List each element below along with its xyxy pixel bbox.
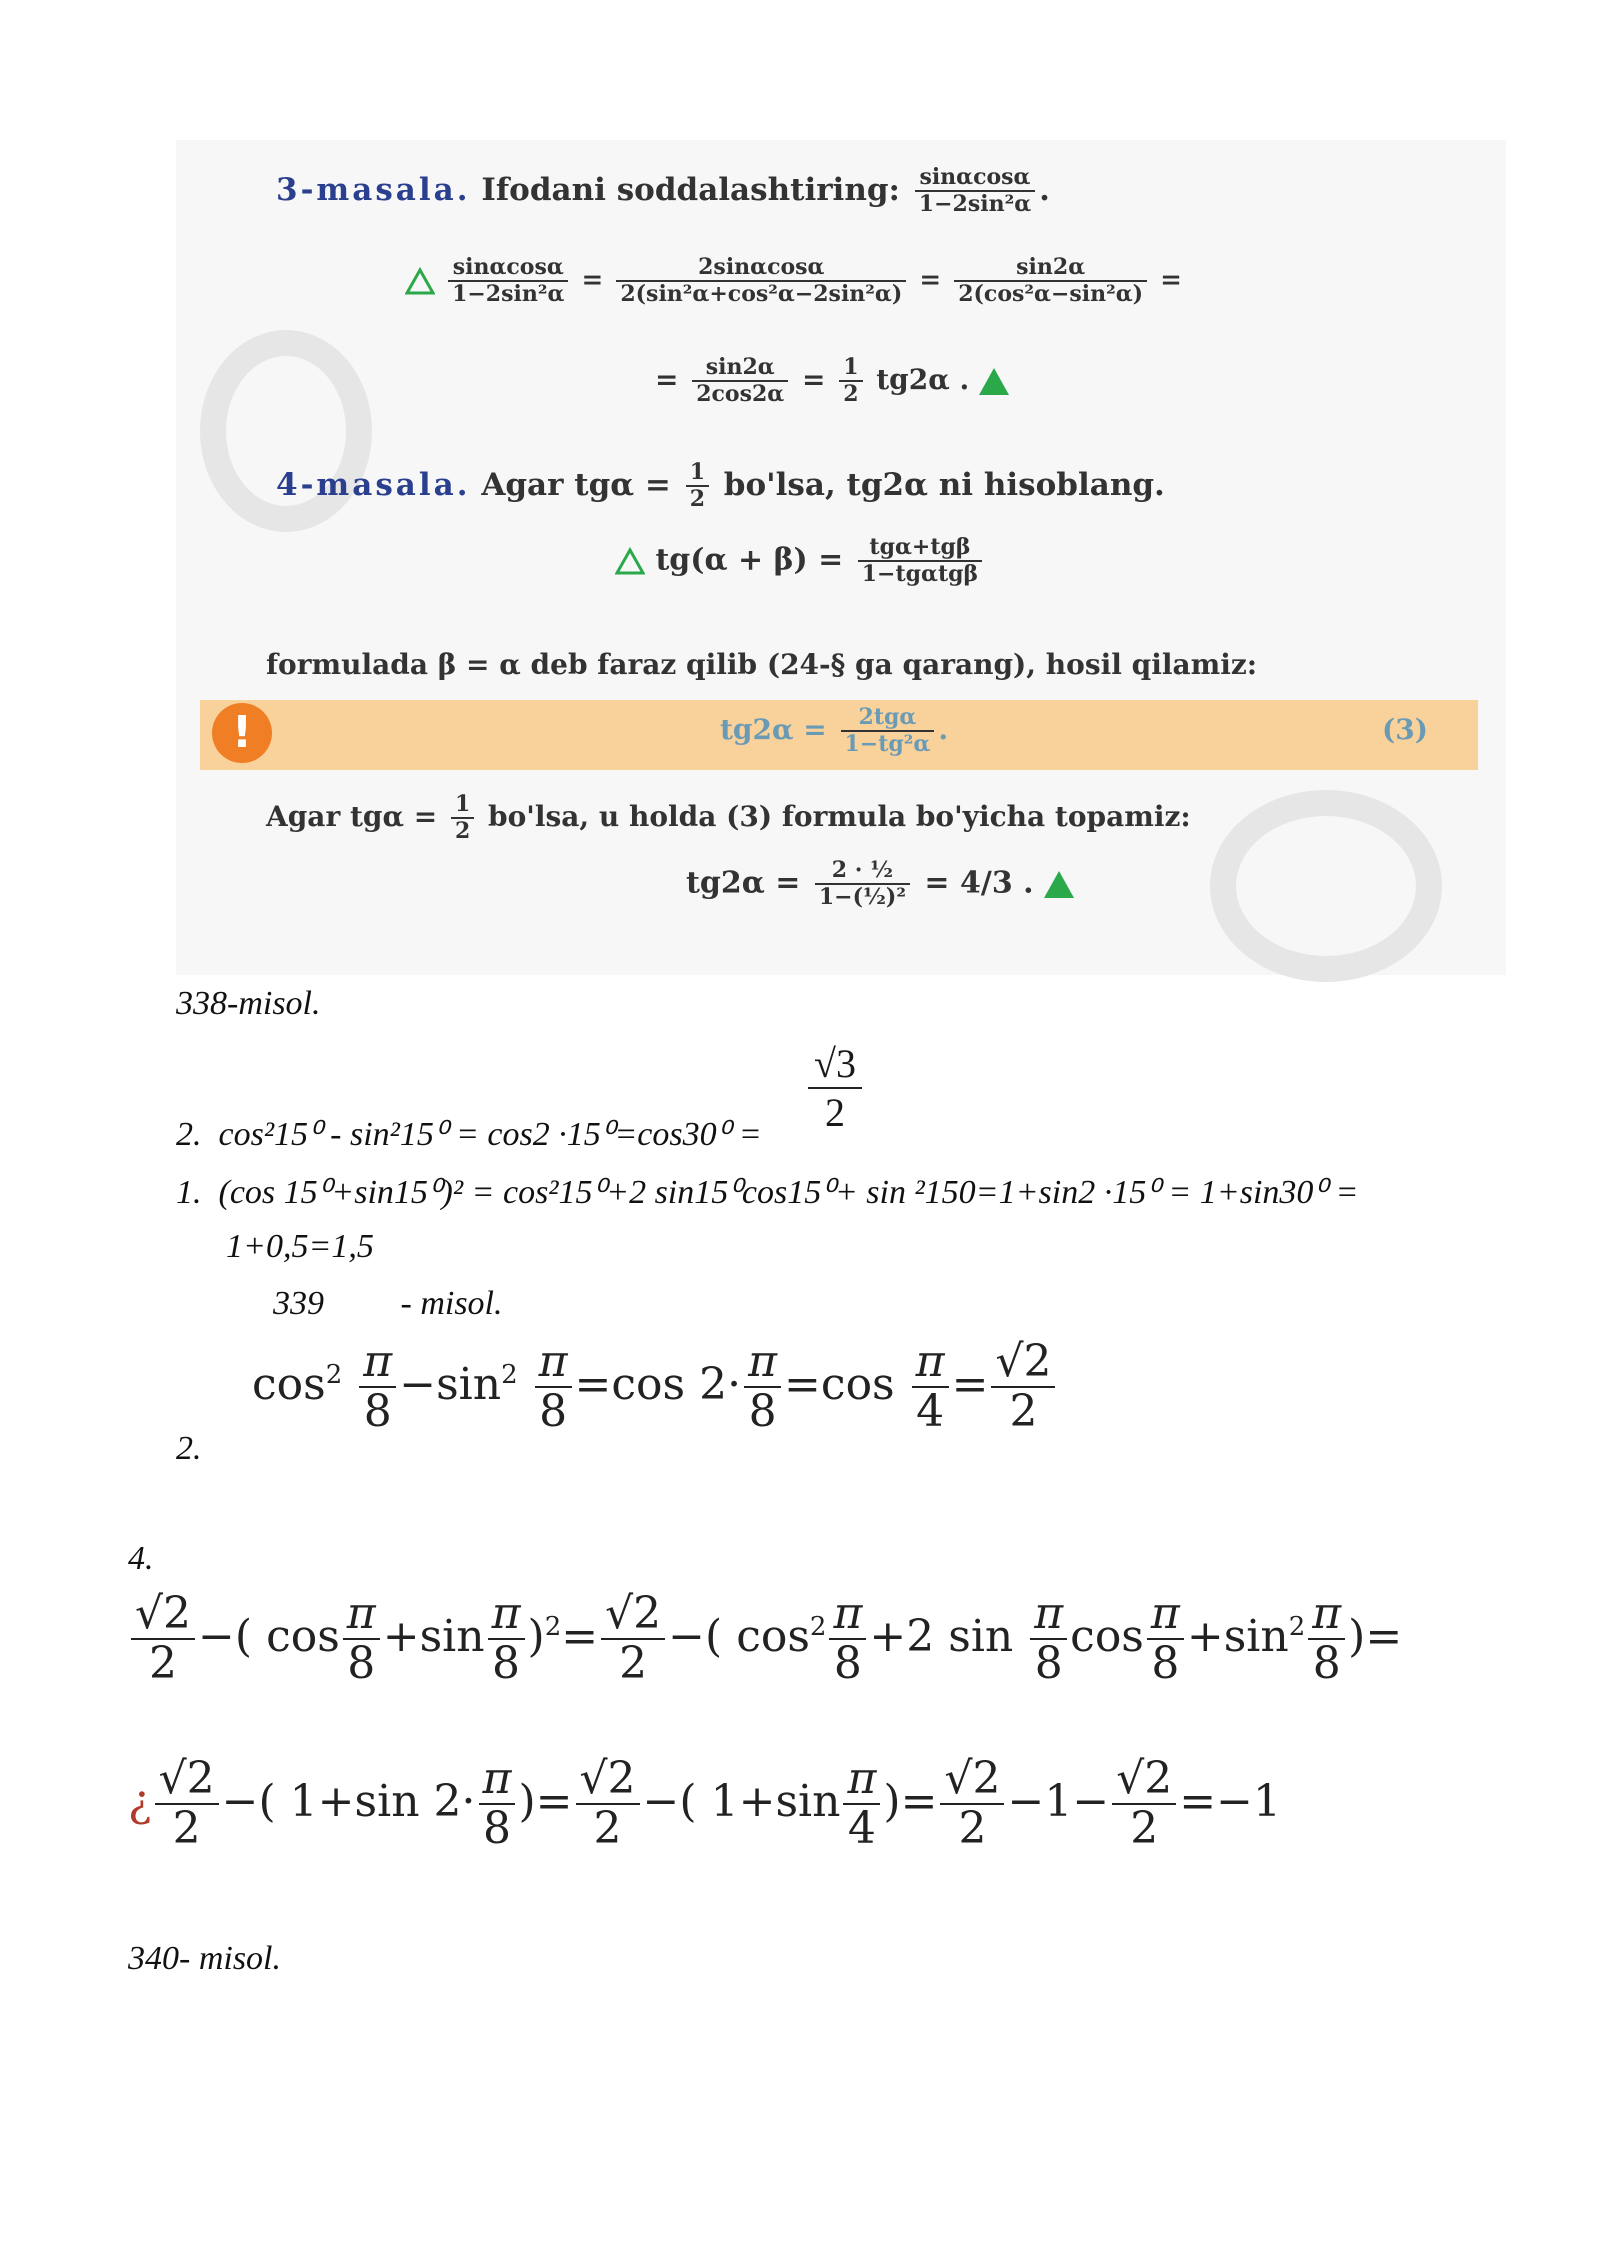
start-triangle-icon bbox=[405, 267, 435, 295]
double-angle-formula: tg2α = $\frac{\text{2tgα}}{\text{1−tg²α}}$ . bbox=[720, 704, 949, 758]
exercise-338-label: 338-misol. bbox=[176, 985, 321, 1022]
problem-4-note: formulada β = α deb faraz qilib (24-§ ga qarang), hosil qilamiz: bbox=[266, 648, 1258, 681]
exercise-338-item-1: 1. (cos 15⁰+sin15⁰)² = cos²15⁰+2 sin15⁰cos15⁰+ sin ²150=1+sin2 ·15⁰ = 1+sin30⁰ = bbox=[176, 1174, 1359, 1211]
formula-tag: (3) bbox=[1382, 713, 1428, 746]
item-4-equation-line-2: ¿ $\frac{√2}{2}$ −( 1+sin 2· $\frac{\pi}{8}$ )= $\frac{√2}{2}$ −( 1+sin $\frac{\pi}{4}$ )= $\frac{√2}{2}$ −1− $\frac{√2}{2}$ =−1 bbox=[128, 1753, 1281, 1855]
exercise-338-item-2: 2. cos²15⁰ - sin²15⁰ = cos2 ·15⁰=cos30⁰ = bbox=[176, 1116, 762, 1153]
sqrt3-over-2: √3 2 bbox=[808, 1040, 862, 1136]
end-triangle-icon bbox=[979, 368, 1009, 395]
problem-3-heading: 3-masala. Ifodani soddalashtiring: $\frac{\sin\alpha\cos\alpha}{\text{1−2sin²α}}$ . bbox=[276, 164, 1050, 218]
problem-4-result: tg2α = $\frac{\text{2 · ½}}{\text{1−(½)²}}$ = 4/3 . bbox=[686, 858, 1074, 911]
exercise-340-label: 340- misol. bbox=[128, 1940, 281, 1977]
problem-4-heading: 4-masala. Agar tgα = $\frac{1}{2}$ bo'lsa, tg2α ni hisoblang. bbox=[276, 459, 1165, 513]
watermark-shape bbox=[1210, 790, 1442, 982]
start-triangle-icon bbox=[615, 547, 645, 575]
item-4-label: 4. bbox=[128, 1540, 154, 1577]
exclamation-icon: ! bbox=[212, 703, 272, 763]
problem-4-followup: Agar tgα = $\frac{1}{2}$ bo'lsa, u holda (3) formula bo'yicha topamiz: bbox=[266, 791, 1191, 845]
item-4-equation-line-1: $\frac{√2}{2}$ −( cos $\frac{\pi}{8}$ +sin $\frac{\pi}{8}$ )$^2$= $\frac{√2}{2}$ −( $\cos^2$ $\frac{\pi}{8}$ +2 sin $\frac{\pi}{8}$ cos $\frac{\pi}{8}$ $+\sin^2$ $\frac{\pi}{8}$ )= bbox=[128, 1590, 1402, 1689]
exercise-339-item-number: 2. bbox=[176, 1430, 202, 1467]
problem-4-formula: tg(α + β) = $\frac{\text{tgα+tgβ}}{\text{1−tgαtgβ}}$ bbox=[615, 535, 986, 588]
exercise-339-equation: $\cos^2$ $\frac{\pi}{8}$ $-\sin^2$ $\frac{\pi}{8}$ =cos 2· $\frac{\pi}{8}$ =cos $\frac{\pi}{4}$ = $\frac{√2}{2}$ bbox=[252, 1338, 1058, 1437]
problem-3-result: = $\frac{\sin 2\alpha}{2\cos 2\alpha}$ = $\frac{1}{2}$ tg2α . bbox=[655, 355, 1009, 408]
exercise-338-item-1-continued: 1+0,5=1,5 bbox=[226, 1228, 374, 1265]
problem-3-derivation: $\frac{\sin\alpha\cos\alpha}{\text{1−2sin²α}}$ = $\frac{2\sin\alpha\cos\alpha}{\text{2(sin²α+cos²α−2sin²α)}}$ = $\frac{\sin 2\alpha}{\text{2(cos²α−sin²α)}}$ = bbox=[405, 255, 1182, 308]
exercise-339-label: 339 - misol. bbox=[273, 1285, 503, 1322]
end-triangle-icon bbox=[1044, 871, 1074, 898]
